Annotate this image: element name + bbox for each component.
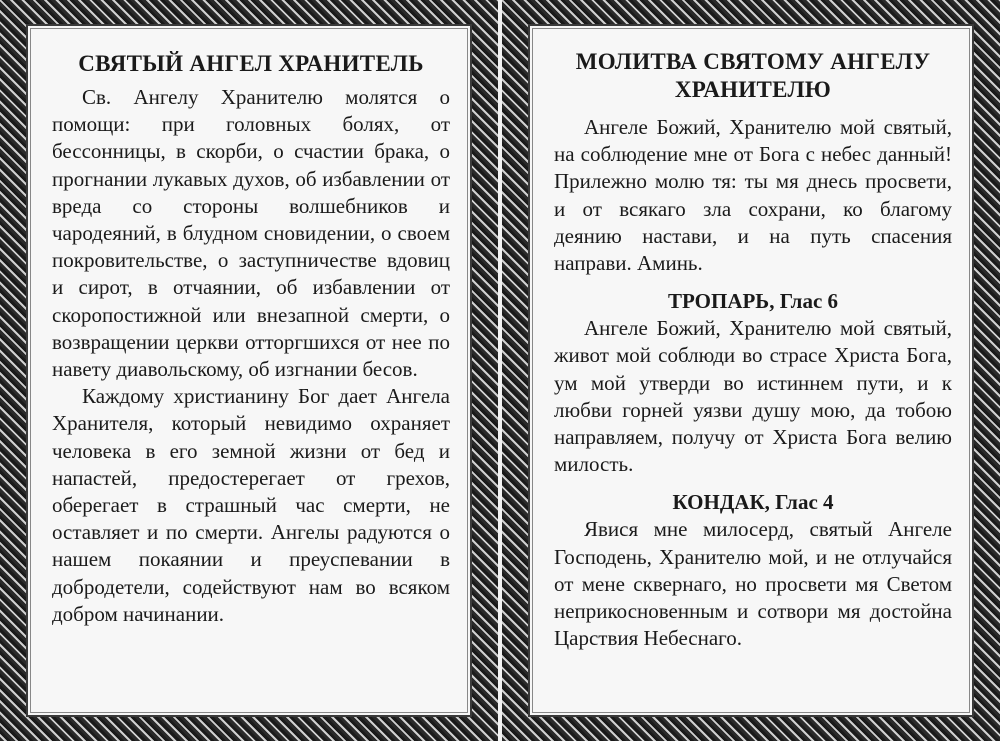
right-page-content-frame [528,24,974,717]
right-page-text [554,48,952,652]
right-page [502,0,1000,741]
left-page-title: СВЯТЫЙ АНГЕЛ ХРАНИТЕЛЬ [78,51,424,76]
left-page-text [52,50,450,628]
left-page-content-frame [26,24,472,717]
left-paragraph-1: Св. Ангелу Хранителю молятся о помощи: при головных болях, от бессонницы, в скорби, о счастии брака, о прогнании лукавых духов, об избавлении от вреда со стороны волшебников и чародеяний, в блудном сновидении, о своем покровительстве, о заступничестве вдовиц и сирот, в отчаянии, об избавлении от скоропостижной или внезапной смерти, о возвращении церкви отторгшихся от нее по навету диавольскому, об изгнании бесов. [52,85,450,382]
right-page-title: МОЛИТВА СВЯТОМУ АНГЕЛУ ХРАНИТЕЛЮ [575,49,931,102]
left-page [0,0,498,741]
guardian-angel-prayer: Ангеле Божий, Хранителю мой святый, на соблюдение мне от Бога с небес данный! Прилежно молю тя: ты мя днесь просвети, и от всякаго зла сохрани, ко благому деянию настави, и на путь спасения направи. Аминь. [554,115,952,276]
troparion-text: Ангеле Божий, Хранителю мой святый, живот мой соблюди во страсе Христа Бога, ум мой утверди во истиннем пути, и к любви горней уязви душу мою, да тобою направляем, получу от Христа Бога велию милость. [554,316,952,477]
kontakion-title: КОНДАК, Глас 4 [672,490,834,515]
left-paragraph-2: Каждому христианину Бог дает Ангела Хранителя, который невидимо охраняет человека в его земной жизни от бед и напастей, предостерегает от грехов, оберегает в страшный час смерти, не оставляет и по смерти. Ангелы радуются о нашем покаянии и преуспевании в добродетели, содействуют нам во всяком добром начинании. [52,384,450,626]
kontakion-text: Явися мне милосерд, святый Ангеле Господень, Хранителю мой, и не отлучайся от мене сквернаго, но просвети мя Светом неприкосновенным и сотвори мя достойна Царствия Небеснаго. [554,517,952,651]
troparion-title: ТРОПАРЬ, Глас 6 [667,289,839,314]
